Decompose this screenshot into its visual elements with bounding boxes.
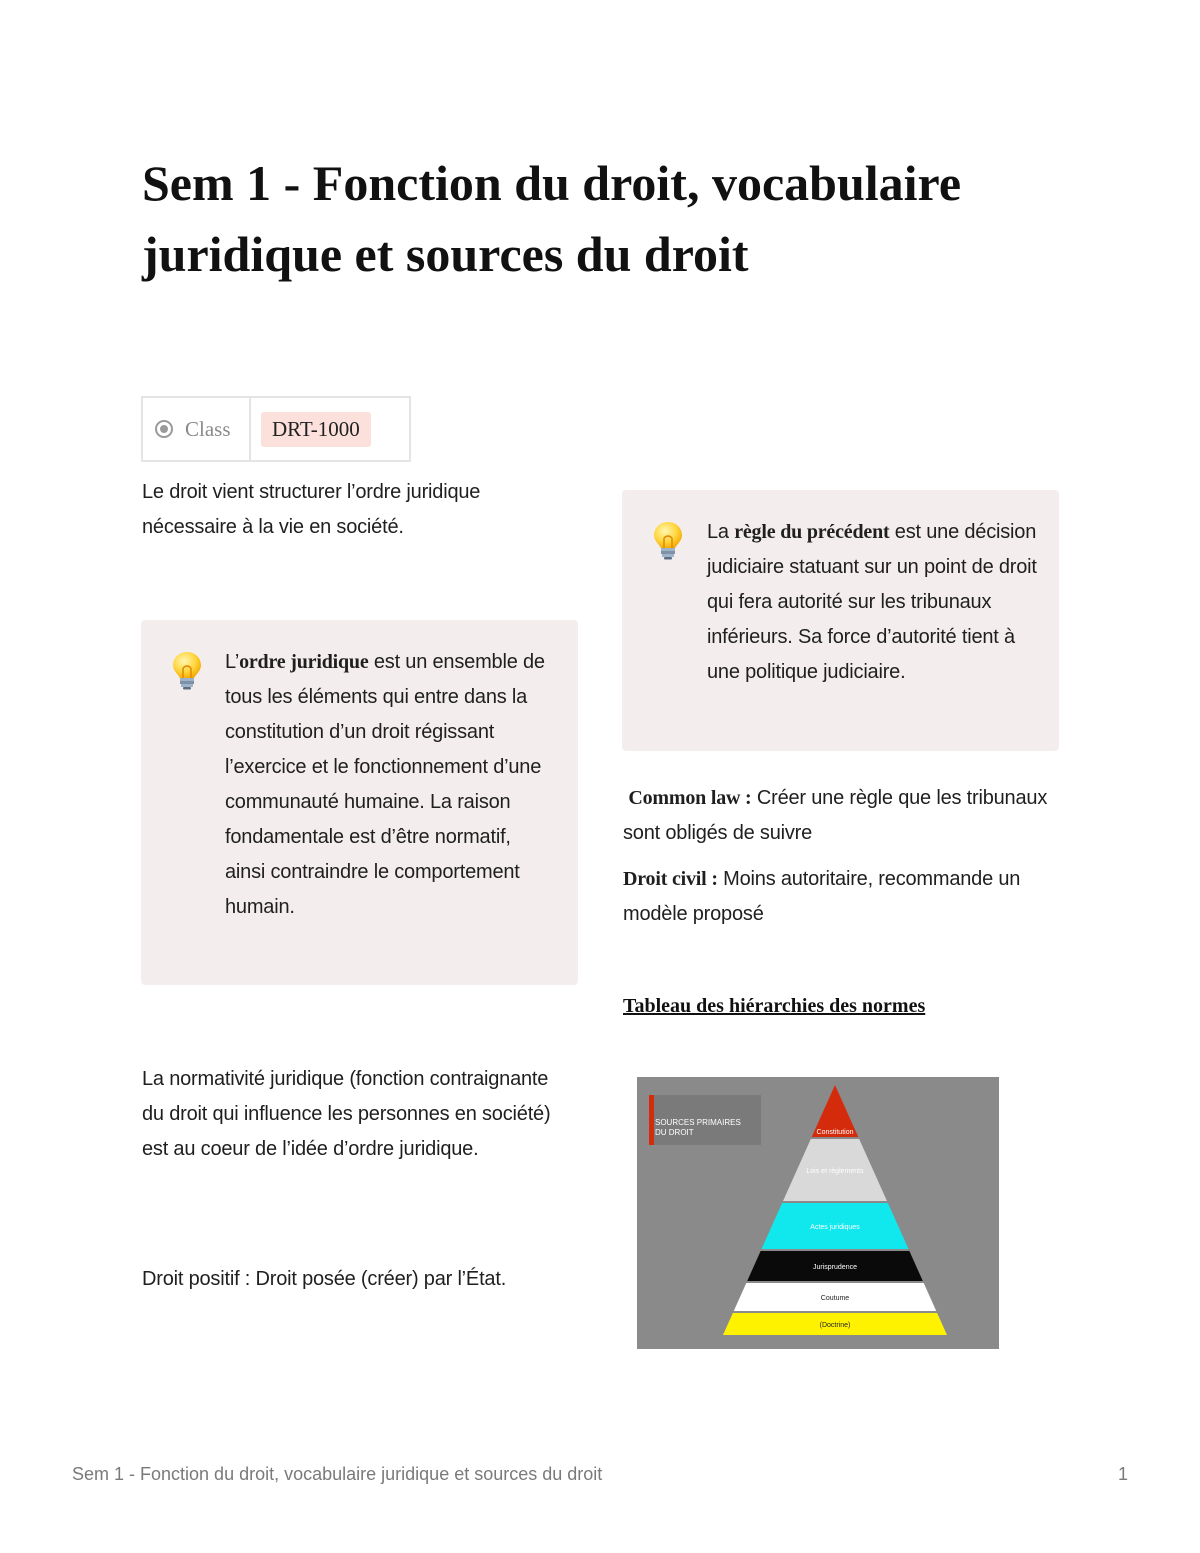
property-table bbox=[141, 396, 411, 462]
common-law-paragraph: Common law : Créer une règle que les tribunaux sont obligés de suivre bbox=[623, 787, 1048, 844]
hierarchy-pyramid-image bbox=[637, 1077, 999, 1349]
normativite-paragraph: La normativité juridique (fonction contraignante du droit qui influence les personnes en société) est au coeur de l’idée d’ordre juridique. bbox=[142, 1068, 551, 1160]
pyramid-level-label-5: (Doctrine) bbox=[819, 1322, 851, 1329]
droit-positif-paragraph: Droit positif : Droit posée (créer) par l’État. bbox=[142, 1268, 507, 1290]
pyramid-title-accent bbox=[649, 1095, 654, 1145]
pyramid-header-line1: SOURCES PRIMAIRES bbox=[655, 1118, 741, 1127]
term-ordre-juridique: ordre juridique bbox=[239, 651, 369, 673]
lightbulb-icon bbox=[171, 650, 203, 690]
pyramid-level-label-0: Constitution bbox=[816, 1129, 854, 1136]
common-law-label: Common law : bbox=[628, 787, 752, 809]
page-footer: Sem 1 - Fonction du droit, vocabulaire juridique et sources du droit bbox=[72, 1464, 603, 1484]
page-number: 1 bbox=[1118, 1464, 1129, 1484]
property-key-cell[interactable] bbox=[143, 398, 251, 460]
pyramid-level-label-2: Actes juridiques bbox=[810, 1224, 860, 1231]
class-tag[interactable]: DRT-1000 bbox=[261, 412, 371, 447]
term-regle-du-precedent: règle du précédent bbox=[734, 521, 890, 543]
select-property-icon bbox=[155, 420, 173, 438]
droit-civil-paragraph: Droit civil : Moins autoritaire, recommande un modèle proposé bbox=[623, 868, 1021, 925]
lightbulb-icon bbox=[652, 520, 684, 560]
pyramid-level-label-1: Lois et règlements bbox=[806, 1168, 864, 1175]
property-value-cell[interactable] bbox=[251, 398, 409, 460]
table-heading: Tableau des hiérarchies des normes bbox=[623, 995, 926, 1017]
intro-paragraph: Le droit vient structurer l’ordre juridique nécessaire à la vie en société. bbox=[142, 481, 481, 538]
callout-regle-precedent-text: La règle du précédent est une décision judiciaire statuant sur un point de droit qui fera autorité sur les tribunaux inférieurs. Sa force d’autorité tient à une politique judiciaire. bbox=[707, 521, 1037, 683]
pyramid-level-label-3: Jurisprudence bbox=[813, 1264, 857, 1271]
page-title: Sem 1 - Fonction du droit, vocabulaire juridique et sources du droit bbox=[142, 155, 962, 282]
droit-civil-label: Droit civil : bbox=[623, 868, 718, 890]
callout-regle-precedent bbox=[622, 490, 1059, 751]
callout-ordre-juridique bbox=[141, 620, 578, 985]
callout-ordre-juridique-text: L’ordre juridique est un ensemble de tous les éléments qui entre dans la constitution d’un droit régissant l’exercice et le fonctionnement d’une communauté humaine. La raison fondamentale est d’être normatif, ainsi contraindre le comportement humain. bbox=[225, 651, 545, 918]
pyramid-level-label-4: Coutume bbox=[820, 1295, 850, 1302]
pyramid-header-line2: DU DROIT bbox=[655, 1128, 694, 1137]
property-key-label: Class bbox=[185, 416, 231, 441]
